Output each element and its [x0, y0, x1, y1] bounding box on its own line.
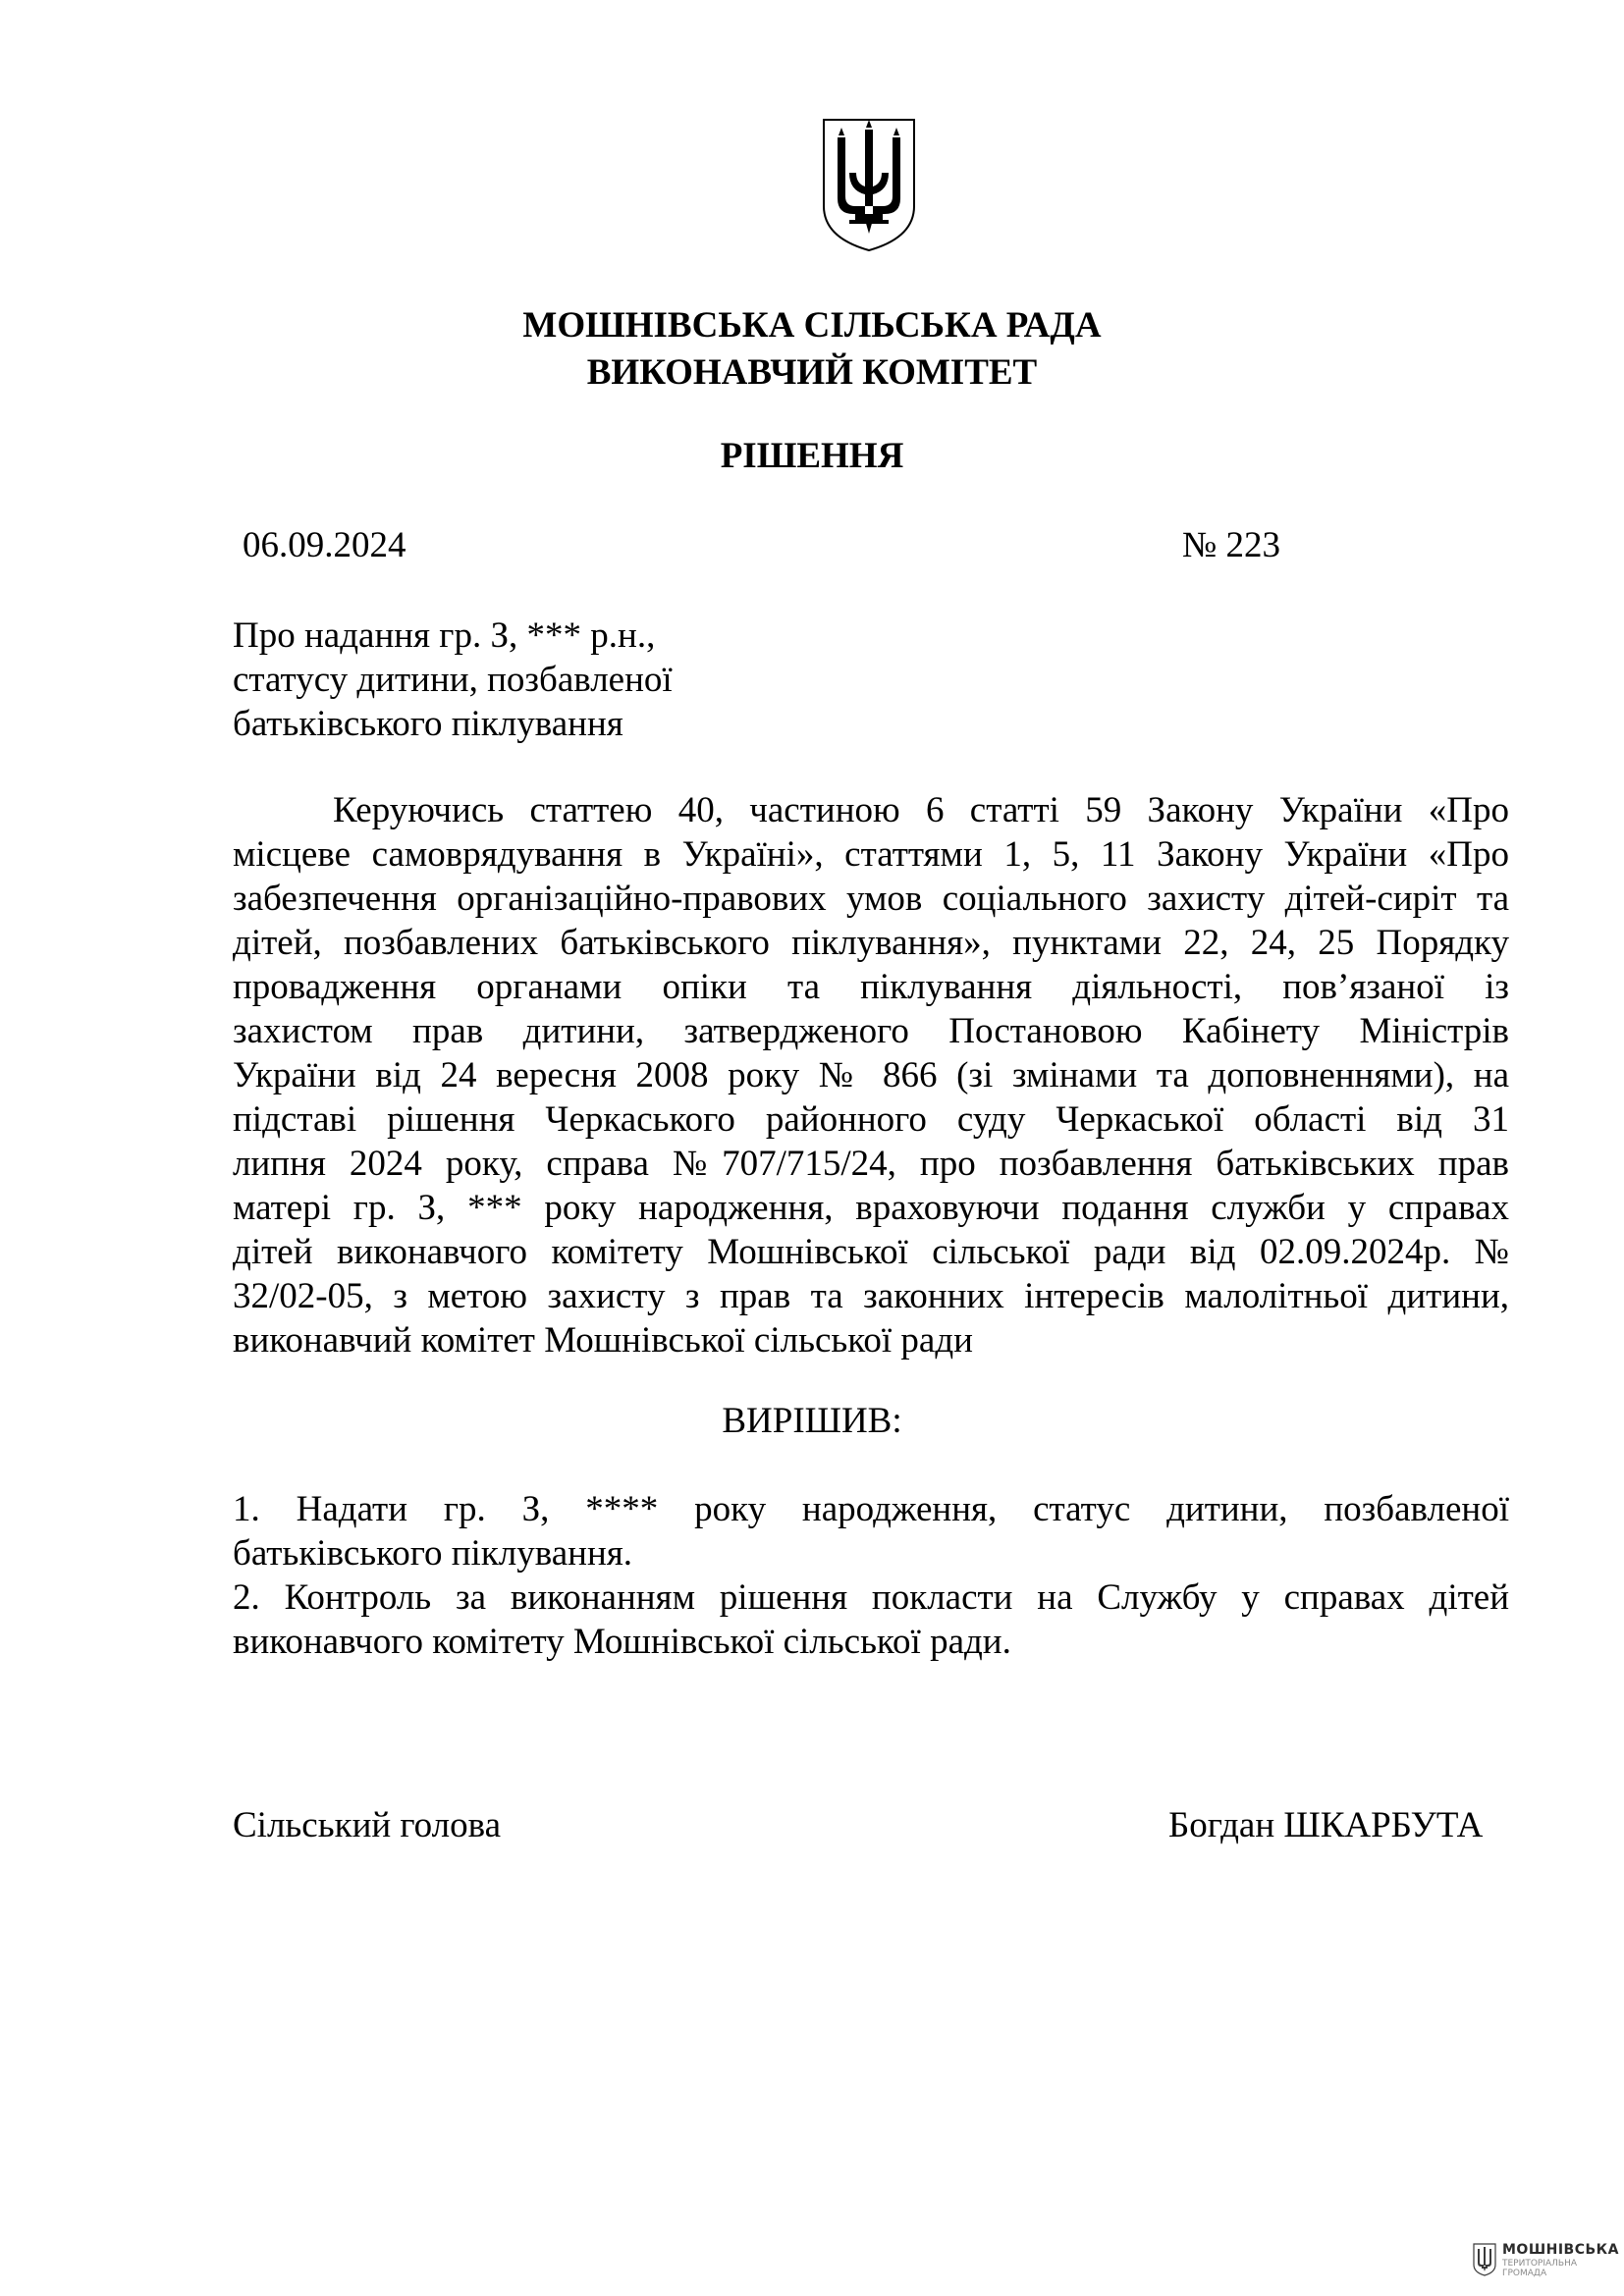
document-subject [233, 614, 673, 746]
preamble-line: України від 24 вересня 2008 року № 866 (зі змінами та доповненнями), на [233, 1055, 1509, 1095]
subject-line: статусу дитини, позбавленої [233, 660, 673, 700]
watermark-subtitle: ТЕРИТОРІАЛЬНА ГРОМАДА [1502, 2259, 1578, 2278]
org-line-2: ВИКОНАВЧИЙ КОМІТЕТ [586, 352, 1038, 393]
preamble-line: захистом прав дитини, затвердженого Постановою Кабінету Міністрів [233, 1011, 1509, 1051]
subject-line: батьківського піклування [233, 704, 623, 744]
trident-coat-of-arms-icon [820, 116, 918, 253]
preamble-line: дітей, позбавлених батьківського піклування», пунктами 22, 24, 25 Порядку [233, 923, 1509, 963]
community-watermark [1473, 2241, 1619, 2280]
decided-heading: ВИРІШИВ: [722, 1401, 902, 1441]
preamble-line: липня 2024 року, справа №707/715/24, про позбавлення батьківських прав [233, 1144, 1509, 1184]
document-date: 06.09.2024 [243, 525, 406, 565]
subject-line: Про надання гр. З, *** р.н., [233, 615, 656, 656]
decision-item-line: 2. Контроль за виконанням рішення покласти на Службу у справах дітей [233, 1577, 1509, 1618]
document-type: РІШЕННЯ [720, 436, 904, 476]
preamble-line: 32/02-05, з метою захисту з прав та законних інтересів малолітньої дитини, [233, 1276, 1509, 1316]
decision-item-line: виконавчого комітету Мошнівської сільської ради. [233, 1622, 1011, 1662]
org-line-1: МОШНІВСЬКА СІЛЬСЬКА РАДА [522, 305, 1102, 346]
preamble-line: Керуючись статтею 40, частиною 6 статті 59 Закону України «Про [333, 790, 1509, 830]
document-number: № 223 [1182, 525, 1281, 565]
signatory-position: Сільський голова [233, 1805, 502, 1845]
preamble-line: виконавчий комітет Мошнівської сільської ради [233, 1320, 973, 1361]
preamble-line: дітей виконавчого комітету Мошнівської сільської ради від 02.09.2024р. № [233, 1232, 1509, 1272]
signatory-name: Богдан ШКАРБУТА [1168, 1805, 1484, 1845]
preamble-line: матері гр. З, *** року народження, враховуючи подання служби у справах [233, 1188, 1509, 1228]
decision-item-line: 1. Надати гр. З, **** року народження, статус дитини, позбавленої [233, 1489, 1509, 1529]
organization-name [0, 302, 1624, 397]
preamble-line: підставі рішення Черкаського районного суду Черкаської області від 31 [233, 1099, 1509, 1140]
decision-items [233, 1487, 1509, 1664]
preamble-line: провадження органами опіки та піклування діяльності, пов’язаної із [233, 967, 1509, 1007]
trident-small-icon [1473, 2243, 1496, 2276]
decision-item-line: батьківського піклування. [233, 1533, 633, 1574]
preamble-line: забезпечення організаційно-правових умов соціального захисту дітей-сиріт та [233, 879, 1509, 919]
preamble-paragraph [233, 788, 1509, 1362]
watermark-title: МОШНІВСЬКА [1502, 2242, 1619, 2258]
preamble-line: місцеве самоврядування в Україні», статтями 1, 5, 11 Закону України «Про [233, 834, 1509, 875]
